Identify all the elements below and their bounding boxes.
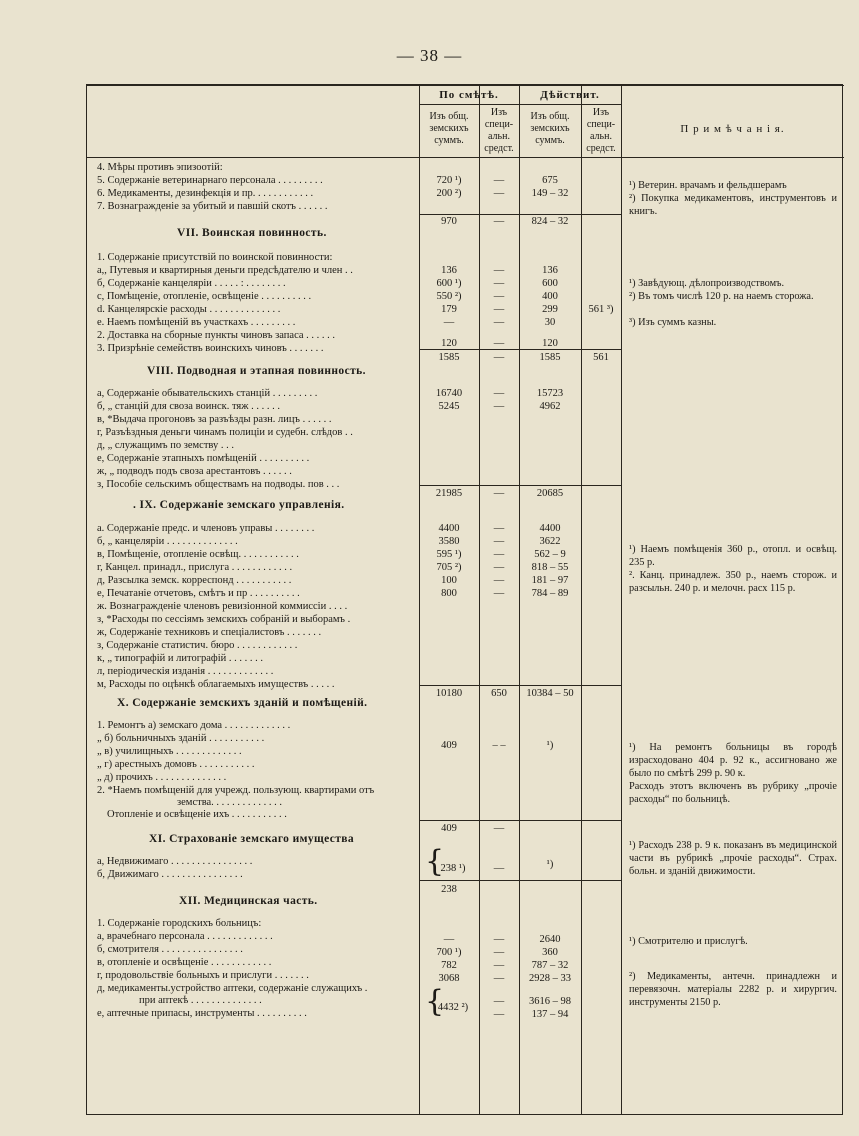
row-value: 238 ¹) [440,863,466,874]
row-value: 5245 [438,401,460,412]
row-value: 137 – 94 [531,1009,569,1020]
row-value: — [493,973,505,984]
row-value: — [493,304,505,315]
row-value: — [493,934,505,945]
row-value: 784 – 89 [531,588,569,599]
row-label: е, Печатаніе отчетовъ, смѣтъ и пр . . . . . . . . . . [97,588,300,599]
header-primechaniya: П р и м ѣ ч а н і я. [680,123,785,135]
subtotal: — [493,216,505,227]
row-label: 6. Медикаменты, дезинфекція и пр. . . . . . . . . . . . [97,188,314,199]
row-label: 1. Содержаніе городскихъ больницъ: [97,918,262,929]
header-top-rule [87,85,844,86]
subtotal: 1585 [539,352,561,363]
subtotal: 650 [491,688,507,699]
row-value: 600 ¹) [436,278,462,289]
row-label: в, Помѣщеніе, отопленіе освѣщ. . . . . . . . . . . . [97,549,299,560]
subtotal: 238 [441,884,457,895]
subtotal: 10384 – 50 [526,688,574,699]
row-value: 3616 – 98 [529,996,571,1007]
row-value: — [493,188,505,199]
header-rule [419,104,519,105]
note: ³) Изъ суммъ казны. [629,317,717,328]
section-title: XI. Страхованіе земскаго имущества [149,833,355,845]
row-label: „ д) прочихъ . . . . . . . . . . . . . . [97,772,227,783]
row-value: — [493,265,505,276]
row-value: 705 ²) [436,562,462,573]
row-label: д, медикаменты.устройство аптеки, содержаніе служащихъ . [97,983,368,994]
brace-icon: { [425,844,445,879]
row-value: 181 – 97 [531,575,569,586]
row-label: д, Разсылка земск. корреспонд . . . . . . . . . . . [97,575,292,586]
subtotal: 10180 [435,688,463,699]
row-value: 4962 [539,401,561,412]
row-label: а. Содержаніе предс. и членовъ управы . . . . . . . . [97,523,315,534]
row-label: 1. Содержаніе присутствій по воинской повинности: [97,252,333,263]
row-label: ж, Содержаніе техниковъ и спеціалистовъ . . . . . . . [97,627,322,638]
page-number: — 38 — [396,46,463,65]
brace-icon: { [425,984,445,1019]
row-label: з, *Расходы по сессіямъ земскихъ собраній и выборамъ . [97,614,351,625]
row-value: — [493,863,505,874]
row-value: 3068 [438,973,460,984]
row-value: — [493,317,505,328]
row-value: 120 [441,338,457,349]
row-value: — [493,523,505,534]
header-deistvit: Дѣйствит. [540,89,600,101]
note: ²) Въ томъ числѣ 120 р. на наемъ сторожа. [629,291,814,302]
row-value: 30 [544,317,556,328]
row-value: — [443,934,455,945]
row-value: — [493,575,505,586]
subtotal: 1585 [438,352,460,363]
row-value: 600 [542,278,558,289]
row-value: — [493,1009,505,1020]
subtotal: 20685 [536,488,564,499]
row-label: 2. *Наемъ помѣщеній для учрежд. пользующ. квартирами отъ [97,785,375,796]
row-label: ж, „ подводъ подъ своза арестантовъ . . . . . . [97,466,292,477]
col-rule [621,85,622,1114]
row-value: 550 ²) [436,291,462,302]
row-label: г, Канцел. принадл., прислуга . . . . . . . . . . . . [97,562,293,573]
budget-table [86,84,843,1115]
row-value: 700 ¹) [436,947,462,958]
row-value: 3580 [438,536,460,547]
row-label: при аптекѣ . . . . . . . . . . . . . . [139,995,262,1006]
section-title: VIII. Подводная и этапная повинность. [147,365,366,377]
row-value: — [493,338,505,349]
subtotal: 409 [441,823,457,834]
subtotal: — [493,352,505,363]
row-label: 7. Вознагражденіе за убитый и павшій скотъ . . . . . . [97,201,328,212]
row-label: а, врачебнаго персонала . . . . . . . . . . . . . [97,931,273,942]
subtotal: 561 [593,352,609,363]
subtotal-rule [419,820,621,821]
row-label: г, Разъѣздныя деньги чинамъ полиціи и судебн. слѣдов . . [97,427,353,438]
row-value: 720 ¹) [436,175,462,186]
row-value: — [493,947,505,958]
section-title: XII. Медицинская часть. [179,895,318,907]
note: ¹) Наемъ помѣщенія 360 р., отопл. и освѣщ. 235 р. [629,544,837,568]
row-label: л, періодическія изданія . . . . . . . . . . . . . [97,666,274,677]
header-bottom-rule [87,157,844,158]
row-value: 3622 [539,536,561,547]
subtotal: 824 – 32 [531,216,569,227]
row-value: 149 – 32 [531,188,569,199]
row-label: Отопленіе и освѣщеніе ихъ . . . . . . . . . . . [107,809,287,820]
row-value: — [493,588,505,599]
row-label: б, „ канцеляріи . . . . . . . . . . . . . . [97,536,238,547]
header-col-spec: Изъ специ- альн. средст. [484,107,514,154]
row-value: 15723 [536,388,564,399]
row-label: м, Расходы по оцѣнкѣ облагаемыхъ имуществъ . . . . . [97,679,335,690]
header-po-smete: По смѣтѣ. [439,89,499,101]
header-col-obsch: Изъ общ. земскихъ суммъ. [429,111,469,146]
row-label: 4. Мѣры противъ эпизоотій: [97,162,223,173]
col-rule [581,85,582,1114]
row-value: 136 [542,265,558,276]
subtotal: 21985 [435,488,463,499]
row-label: к, „ типографій и литографій . . . . . . . [97,653,264,664]
row-label: 3. Призрѣніе семействъ воинскихъ чиновъ . . . . . . . [97,343,324,354]
subtotal-rule [419,685,621,686]
row-value: — [443,317,455,328]
row-value: 595 ¹) [436,549,462,560]
header-col-spec-actual: Изъ специ- альн. средст. [586,107,616,154]
row-label: д, „ служащимъ по земству . . . [97,440,235,451]
subtotal-rule [419,880,621,881]
row-value: – – [492,740,506,751]
section-title: X. Содержаніе земскихъ зданій и помѣщеній. [117,697,368,709]
note: ²) Медикаменты, антечн. принадлежн и перевязочн. матеріалы 2282 р. и хирургич. инструменты 2150 р. [629,971,837,1008]
row-value: 787 – 32 [531,960,569,971]
row-value: 400 [542,291,558,302]
row-value: 675 [542,175,558,186]
row-value: 409 [441,740,457,751]
row-label: в, *Выдача прогоновъ за разъѣзды разн. лицъ . . . . . . [97,414,332,425]
row-value: ¹) [546,740,554,751]
row-value: 818 – 55 [531,562,569,573]
row-value: — [493,536,505,547]
row-value: 782 [441,960,457,971]
row-value: — [493,388,505,399]
row-value: — [493,549,505,560]
row-label: 5. Содержаніе ветеринарнаго персонала . . . . . . . . . [97,175,323,186]
note: ¹) Завѣдующ. дѣлопроизводствомъ. [629,278,785,289]
row-value: 2928 – 33 [529,973,571,984]
note: ²) Покупка медикаментовъ, инструментовъ и книгъ. [629,193,837,217]
row-value: 2640 [539,934,561,945]
row-label: „ г) арестныхъ домовъ . . . . . . . . . . . [97,759,255,770]
row-value: 360 [542,947,558,958]
row-label: с, Помѣщеніе, отопленіе, освѣщеніе . . . . . . . . . . [97,291,312,302]
row-value: 120 [542,338,558,349]
row-value: 200 ²) [436,188,462,199]
row-value: ¹) [546,859,554,870]
header-col-obsch-actual: Изъ общ. земскихъ суммъ. [530,111,570,146]
row-value: 136 [441,265,457,276]
note: ¹) Расходъ 238 р. 9 к. показанъ въ медицинской части въ рубрикѣ „прочіе расходы“. Страх. больн. и зданій движимости. [629,840,837,877]
section-title: VII. Воинская повинность. [177,227,327,239]
row-label: б, смотрителя . . . . . . . . . . . . . . . . [97,944,243,955]
note: ². Канц. принадлеж. 350 р., наемъ сторож. и разсыльн. 240 р. и мелочн. расх 115 р. [629,570,837,594]
row-value: — [493,278,505,289]
row-label: б, „ станцій для своза воинск. тяж . . . . . . [97,401,281,412]
row-label: б, Содержаніе канцеляріи . . . . . : . . . . . . . . [97,278,286,289]
row-value: 4400 [438,523,460,534]
subtotal: — [493,488,505,499]
row-value: — [493,401,505,412]
subtotal: — [493,823,505,834]
row-label: земства. . . . . . . . . . . . . . [177,797,283,808]
row-value: 16740 [435,388,463,399]
row-value: 562 – 9 [534,549,566,560]
subtotal: 970 [441,216,457,227]
row-value: 800 [441,588,457,599]
row-value: 4400 [539,523,561,534]
row-value: 4432 ²) [437,1002,469,1013]
section-title: . IX. Содержаніе земскаго управленія. [133,499,345,511]
row-label: в, отопленіе и освѣщеніе . . . . . . . . . . . . [97,957,272,968]
row-label: 1. Ремонтъ а) земскаго дома . . . . . . . . . . . . . [97,720,291,731]
note: ¹) На ремонтъ больницы въ городѣ израсходовано 404 р. 92 к., ассигновано же было по смѣтѣ 299 р. 90 к. [629,742,837,779]
header-rule [519,104,621,105]
row-label: ж. Вознагражденіе членовъ ревизіонной коммиссіи . . . . [97,601,348,612]
row-label: d. Канцелярскіе расходы . . . . . . . . . . . . . . [97,304,281,315]
row-label: е, Содержаніе этапныхъ помѣщеній . . . . . . . . . . [97,453,310,464]
row-label: „ б) больничныхъ зданій . . . . . . . . . . . [97,733,265,744]
row-label: 2. Доставка на сборные пункты чиновъ запаса . . . . . . [97,330,336,341]
row-value: 299 [542,304,558,315]
row-value: — [493,960,505,971]
row-label: а, Содержаніе обывательскихъ станцій . . . . . . . . . [97,388,318,399]
row-label: „ в) училищныхъ . . . . . . . . . . . . . [97,746,242,757]
note: Расходъ этотъ включенъ въ рубрику „прочіе расходы“ по больницѣ. [629,781,837,805]
row-value: 561 ³) [588,304,614,315]
row-value: 100 [441,575,457,586]
row-value: 179 [441,304,457,315]
subtotal-rule [419,485,621,486]
row-value: — [493,175,505,186]
row-label: е. Наемъ помѣщеній въ участкахъ . . . . . . . . . [97,317,296,328]
note: ¹) Ветерин. врачамъ и фельдшерамъ [629,180,787,191]
row-label: б, Движимаго . . . . . . . . . . . . . . . . [97,869,243,880]
row-value: — [493,291,505,302]
row-value: — [493,996,505,1007]
row-value: — [493,562,505,573]
note: ¹) Смотрителю и прислугѣ. [629,936,748,947]
row-label: а,, Путевыя и квартирныя деньги предсѣдателю и член . . [97,265,353,276]
row-label: е, аптечные припасы, инструменты . . . . . . . . . . [97,1008,307,1019]
row-label: з, Содержаніе статистич. бюро . . . . . . . . . . . . [97,640,298,651]
row-label: з, Пособіе сельскимъ обществамъ на подводы. пов . . . [97,479,340,490]
row-label: а, Недвижимаго . . . . . . . . . . . . . . . . [97,856,253,867]
row-label: г, продовольствіе больныхъ и прислуги . . . . . . . [97,970,309,981]
